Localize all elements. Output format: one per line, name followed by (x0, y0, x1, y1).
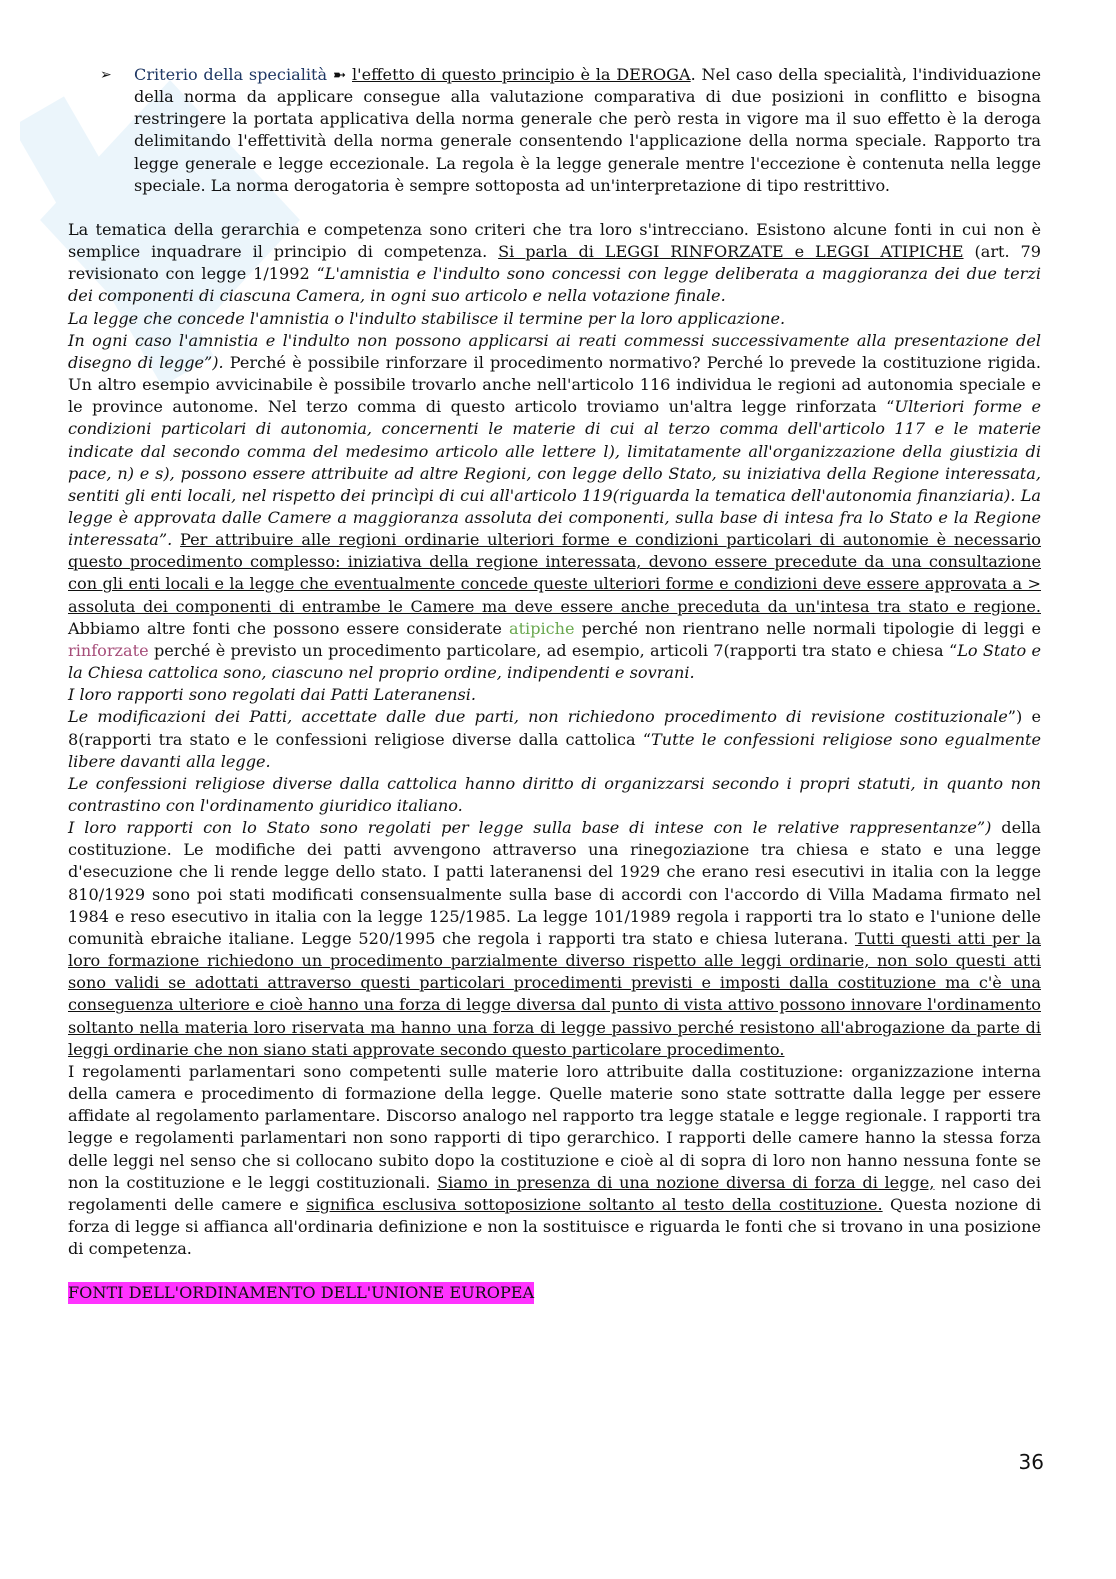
italic-quote: I loro rapporti con lo Stato sono regolati per legge sulla base di intese con le relative rappresentanze”) (68, 818, 992, 838)
underlined-phrase: Si parla di LEGGI RINFORZATE e LEGGI ATIPICHE (498, 242, 964, 262)
text-run: Perché è possibile rinforzare il procedimento normativo? Perché lo prevede la costituzione rigida. Un altro esempio avvicinabile è possibile trovarlo anche nell'articolo 116 individua le regioni ad autonomia speciale e le province autonome. Nel terzo comma di questo articolo troviamo un'altra legge rinforzata “ (68, 352, 1041, 417)
text-run (172, 530, 180, 549)
text-run: perché non rientrano nelle normali tipologie di leggi e (574, 618, 1041, 638)
page-number: 36 (1018, 1450, 1044, 1474)
italic-quote: Ulteriori forme e condizioni particolari di autonomia, concernenti le materie di cui al terzo comma dell'articolo 117 e le materie indicate dal secondo comma del medesimo articolo alle lettere l), limitatamente all'organizzazione della giustizia di pace, n) e s), possono essere attribuite ad altre Regioni, con legge dello Stato, su iniziativa della Regione interessata, sentiti gli enti locali, nel rispetto dei princìpi di cui all'articolo 119(riguarda la tematica dell'autonomia finanziaria). La legge è approvata dalle Camere a maggioranza assoluta dei componenti, sulla base di intesa fra lo Stato e la Regione interessata”. (68, 397, 1041, 550)
italic-quote: Lo Stato e la Chiesa cattolica sono, ciascuno nel proprio ordine, indipendenti e sovrani. (68, 640, 1041, 683)
bullet-label: Criterio della specialità (134, 65, 328, 84)
text-run: della costituzione. Le modifiche dei patti avvengono attraverso una rinegoziazione tra chiesa e stato e una legge d'esecuzione che li rende legge dello stato. I patti lateranensi del 1929 che erano resi esecutivi in italia con la legge 810/1929 sono poi stati modificati consensualmente sulla base di accordi con l'accordo di Villa Madama firmato nel 1984 e reso esecutivo in italia con la legge 125/1985. La legge 101/1989 regola i rapporti tra lo stato e l'unione delle comunità ebraiche italiane. Legge 520/1995 che regola i rapporti tra stato e chiesa luterana. (68, 818, 1041, 948)
underlined-phrase: l'effetto di questo principio è la DEROGA (352, 65, 691, 84)
arrow-icon: ➼ (332, 65, 347, 84)
document-body (68, 64, 1041, 1304)
italic-quote: Le modificazioni dei Patti, accettate dalle due parti, non richiedono procedimento di revisione costituzionale (68, 707, 1008, 727)
text-run: nel caso dei regolamenti delle camere e (68, 1172, 1041, 1214)
text-run: (art. 79 revisionato con legge 1/1992 “ (68, 242, 1041, 284)
italic-quote: I loro rapporti sono regolati dai Patti Lateranensi. (68, 685, 477, 705)
italic-quote: Le confessioni religiose diverse dalla cattolica hanno diritto di organizzarsi secondo i propri statuti, in quanto non contrastino con l'ordinamento giuridico italiano. (68, 773, 1041, 815)
underlined-phrase: Per attribuire alle regioni ordinarie ulteriori forme e condizioni particolari di autonomie è necessario questo procedimento complesso: iniziativa della regione interessata, devono essere precedute da una consultazione con gli enti locali e la legge che eventualmente concede queste ulteriori forme e condizioni deve essere approvata a > assoluta dei componenti di entrambe le Camere ma deve essere anche preceduta da un'intesa tra stato e regione. (68, 530, 1041, 616)
bullet-text: . Nel caso della specialità, l'individuazione della norma da applicare consegue alla valutazione comparativa di due posizioni in conflitto e bisogna restringere la portata applicativa della norma generale che però resta in vigore ma il suo effetto è la deroga delimitando l'effettività della norma generale consentendo l'applicazione della norma speciale. Rapporto tra legge generale e legge eccezionale. La regola è la legge generale mentre l'eccezione è contenuta nella legge speciale. La norma derogatoria è sempre sottoposta ad un'interpretazione di tipo restrittivo. (134, 65, 1041, 195)
text-run: perché è previsto un procedimento particolare, ad esempio, articoli 7(rapporti tra stato e chiesa “ (148, 640, 958, 660)
underlined-phrase: Tutti questi atti per la loro formazione richiedono un procedimento parzialmente diverso rispetto alle leggi ordinarie, non solo questi atti sono validi se adottati attraverso questi particolari procedimenti previsti e imposti dalla costituzione ma c'è una conseguenza ulteriore e cioè hanno una forza di legge diversa dal punto di vista attivo possono innovare l'ordinamento soltanto nella materia loro riservata ma hanno una forza di legge passivo perché resistono all'abrogazione da parte di leggi ordinarie che non siano stati approvate secondo questo particolare procedimento. (68, 928, 1041, 1059)
colored-word-atipiche: atipiche (509, 618, 575, 638)
italic-quote: La legge che concede l'amnistia o l'indulto stabilisce il termine per la loro applicazione. (68, 308, 786, 328)
arrow-bullet-icon: ➢ (100, 67, 112, 83)
text-run: Questa nozione di forza di legge si affianca all'ordinaria definizione e non la sostituisce e riguarda le fonti che si trovano in una posizione di competenza. (68, 1194, 1041, 1259)
italic-quote: In ogni caso l'amnistia e l'indulto non possono applicarsi ai reati commessi successivamente alla presentazione del disegno di legge”). (68, 330, 1041, 372)
colored-word-rinforzate: rinforzate (68, 640, 149, 660)
italic-quote: L'amnistia e l'indulto sono concessi con legge deliberata a maggioranza dei due terzi dei componenti di ciascuna Camera, in ogni suo articolo e nella votazione finale. (68, 264, 1041, 306)
text-run: Abbiamo altre fonti che possono essere considerate (68, 618, 509, 638)
underlined-phrase: significa esclusiva sottoposizione soltanto al testo della costituzione. (306, 1194, 883, 1214)
text-run: La tematica della gerarchia e competenza sono criteri che tra loro s'intrecciano. Esistono alcune fonti in cui non è semplice inquadrare il principio di competenza. (68, 219, 1041, 262)
underlined-phrase: Siamo in presenza di una nozione diversa di forza di legge, (437, 1172, 935, 1192)
section-heading-highlighted: FONTI DELL'ORDINAMENTO DELL'UNIONE EUROPEA (68, 1283, 535, 1303)
text-run: I regolamenti parlamentari sono competenti sulle materie loro attribuite dalla costituzione: organizzazione interna della camera e procedimento di formazione della legge. Quelle materie sono state sottratte dalla legge per essere affidate al regolamento parlamentare. Discorso analogo nel rapporto tra legge statale e legge regionale. I rapporti tra legge e regolamenti parlamentari non sono rapporti di tipo gerarchico. I rapporti delle camere hanno la stessa forza delle leggi nel senso che si collocano subito dopo la costituzione e cioè al di sopra di loro non hanno nessuna fonte se non la costituzione e le leggi costituzionali. (68, 1061, 1041, 1192)
bullet-item-specialita (68, 64, 1041, 197)
text-run: ”) e 8(rapporti tra stato e le confessioni religiose diverse dalla cattolica “ (68, 707, 1041, 749)
paragraph-regolamenti-parlamentari (68, 1061, 1041, 1260)
italic-quote: Tutte le confessioni religiose sono egualmente libere davanti alla legge. (68, 729, 1041, 771)
paragraph-leggi-rinforzate (68, 219, 1041, 1061)
